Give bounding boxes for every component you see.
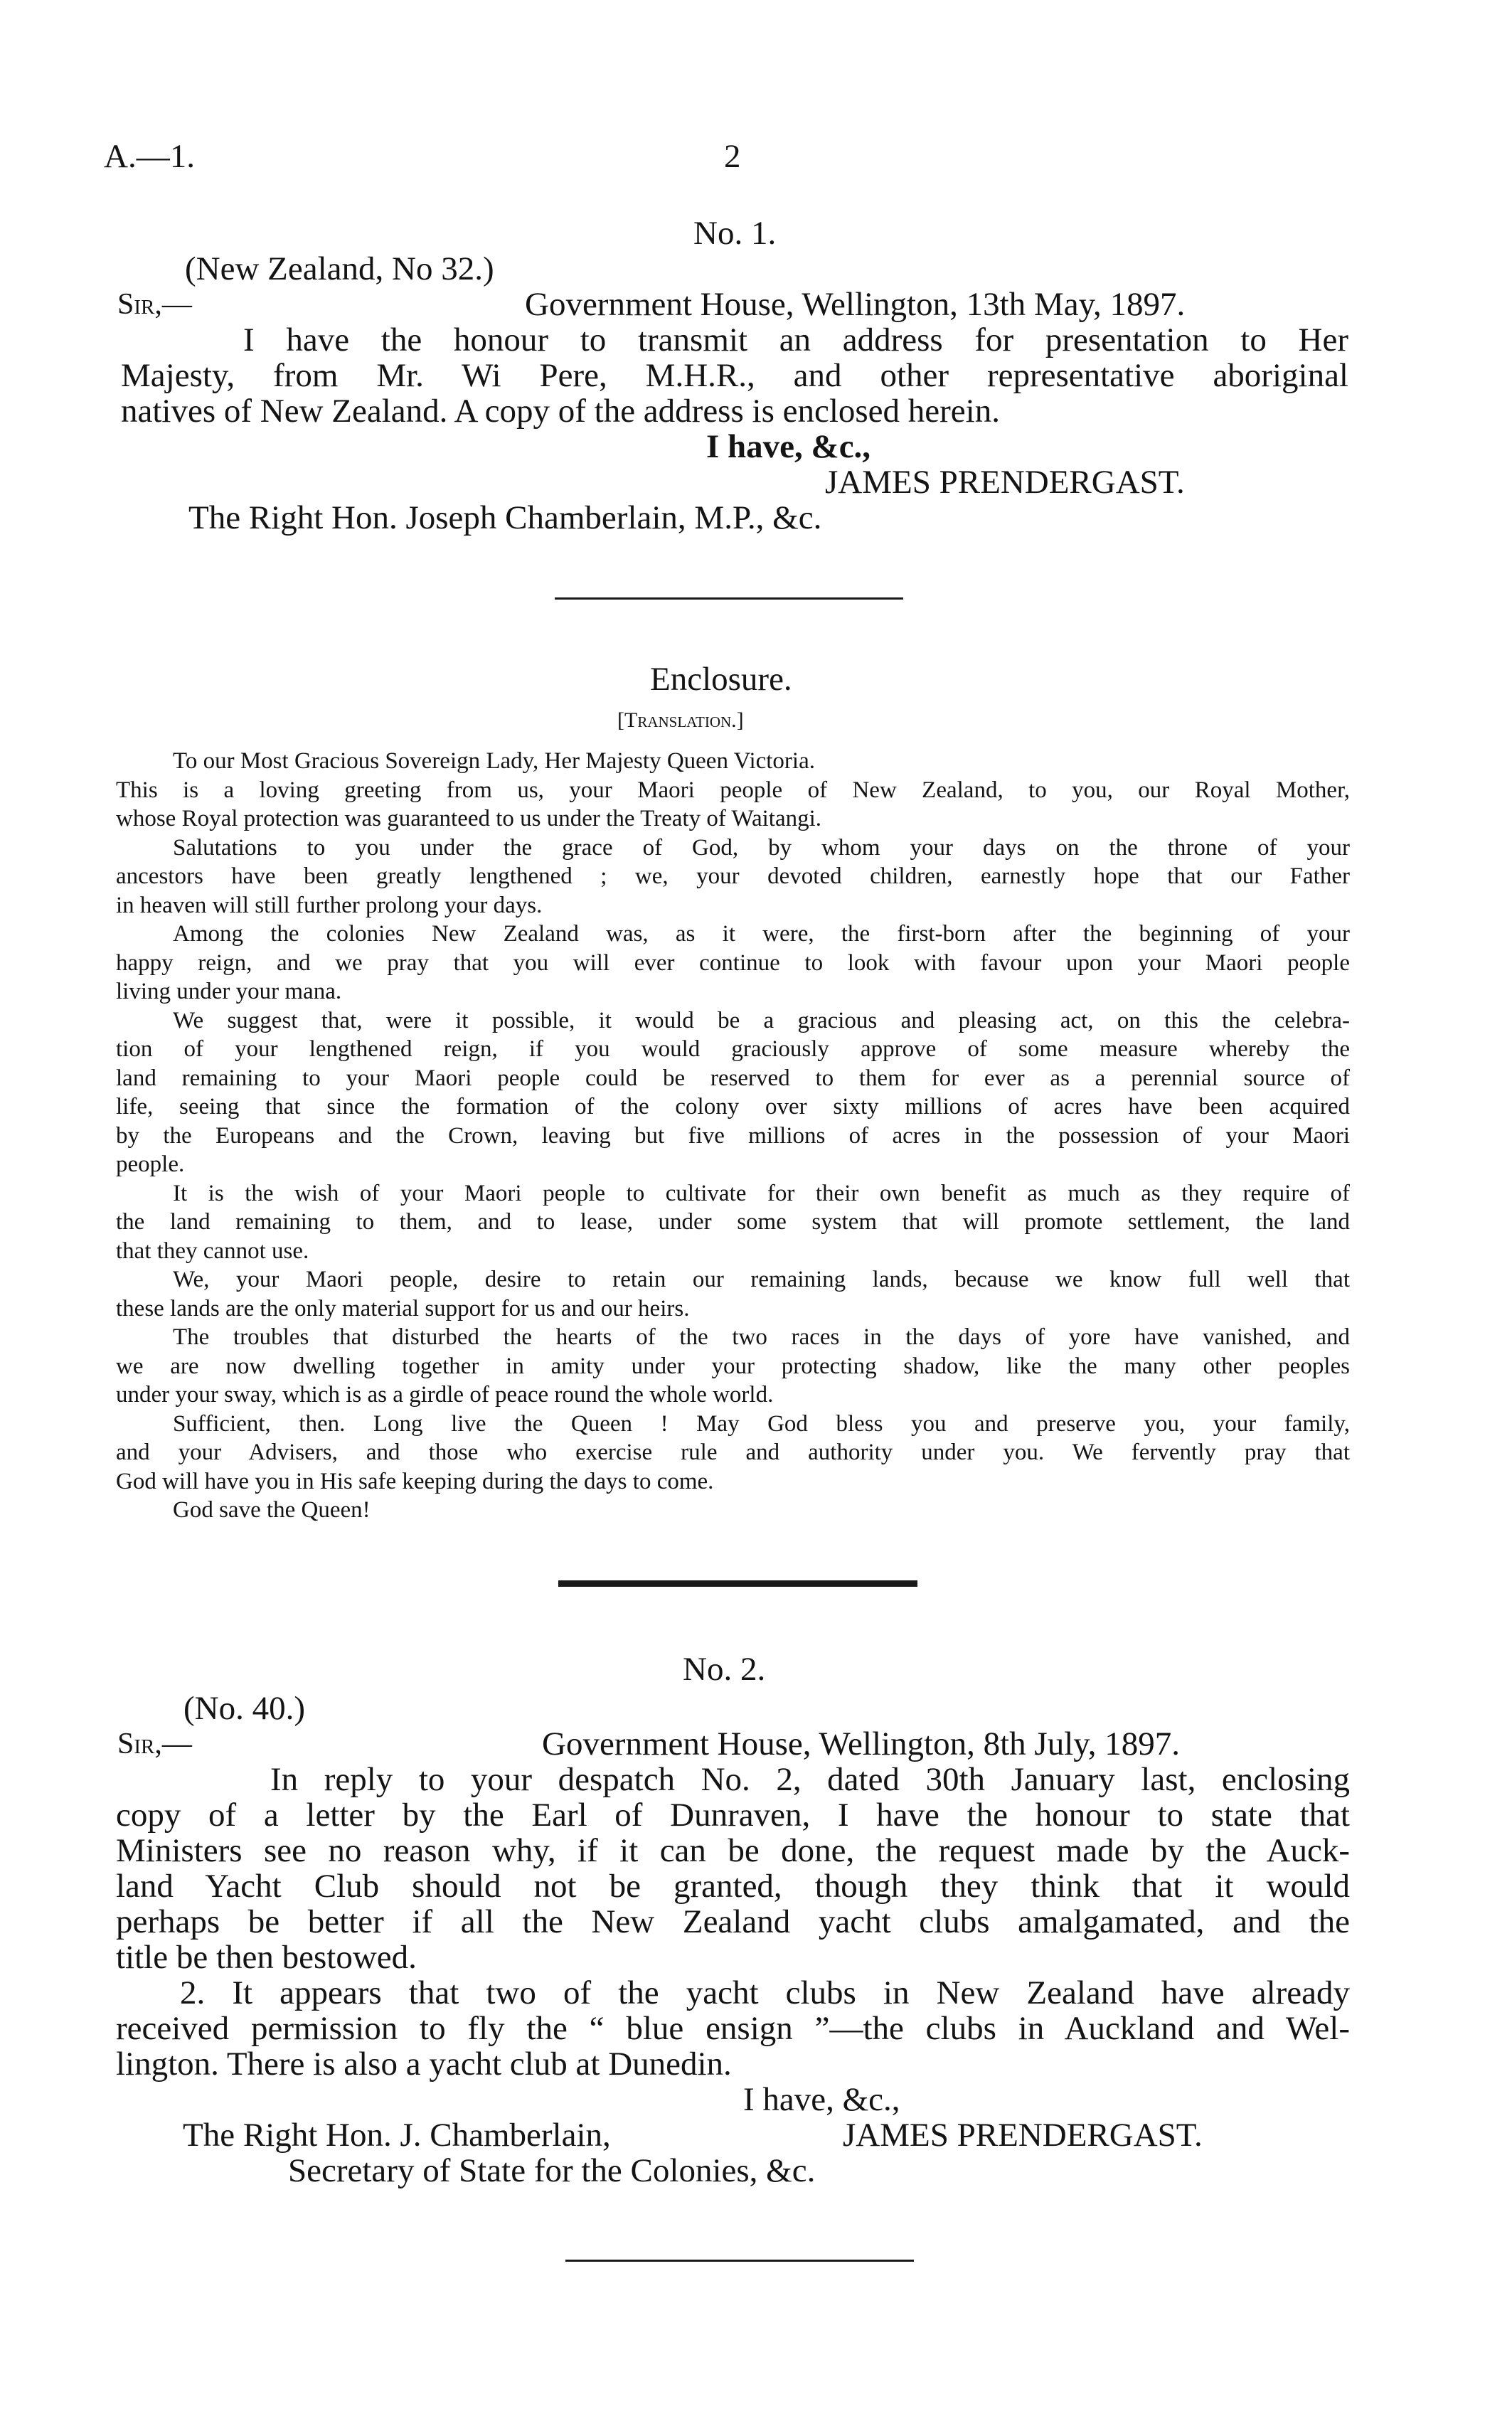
doc2-despatch: (No. 40.) [183,1690,305,1727]
enclosure-line: that they cannot use. [116,1238,309,1264]
enclosure-line: land remaining to your Maori people could be reserved to them for ever as a perennial source of [116,1065,1350,1091]
doc1-place-date: Government House, Wellington, 13th May, 1897. [525,286,1186,323]
enclosure-line: God will have you in His safe keeping during the days to come. [116,1468,714,1494]
doc2-signature: JAMES PRENDERGAST. [843,2117,1203,2154]
doc1-closing: I have, &c., [706,428,871,465]
doc2-body-line: Ministers see no reason why, if it can be done, the request made by the Auck- [116,1833,1350,1868]
page-number: 2 [724,138,741,175]
doc2-body-line: land Yacht Club should not be granted, though they think that it would [116,1868,1350,1904]
doc2-body-line: title be then bestowed. [116,1939,417,1976]
enclosure-line: under your sway, which is as a girdle of peace round the whole world. [116,1382,774,1408]
enclosure-subtitle: [Translation.] [617,708,744,732]
enclosure-line: It is the wish of your Maori people to cultivate for their own benefit as much as they require of [173,1180,1350,1206]
doc2-body-line: copy of a letter by the Earl of Dunraven, I have the honour to state that [116,1797,1350,1833]
enclosure-line: ancestors have been greatly lengthened ; we, your devoted children, earnestly hope that our Father [116,863,1350,889]
enclosure-body [116,747,1350,1525]
doc1-addressee: The Right Hon. Joseph Chamberlain, M.P., &c. [188,499,822,536]
doc2-body [116,1762,1350,2082]
section-divider [555,597,903,600]
doc2-body-line: received permission to fly the “ blue ensign ”—the clubs in Auckland and Wel- [116,2011,1350,2046]
section-divider [565,2260,914,2262]
doc2-body-line: 2. It appears that two of the yacht clubs in New Zealand have already [180,1975,1350,2011]
enclosure-line: Sufficient, then. Long live the Queen ! May God bless you and preserve you, your family, [173,1410,1350,1437]
doc2-number: No. 2. [683,1651,766,1688]
doc1-despatch: (New Zealand, No 32.) [185,250,494,287]
doc2-addressee-line2: Secretary of State for the Colonies, &c. [288,2152,816,2189]
doc1-body-line: Majesty, from Mr. Wi Pere, M.H.R., and other representative aboriginal [121,358,1348,393]
doc2-salutation: Sir,— [117,1728,192,1760]
enclosure-title: Enclosure. [650,661,792,698]
enclosure-line: these lands are the only material support for us and our heirs. [116,1295,690,1321]
enclosure-line: whose Royal protection was guaranteed to us under the Treaty of Waitangi. [116,806,822,831]
doc1-body [121,322,1348,429]
doc1-number: No. 1. [693,215,777,252]
enclosure-line: We suggest that, were it possible, it would be a gracious and pleasing act, on this the celebra- [173,1007,1350,1033]
enclosure-line: by the Europeans and the Crown, leaving but five millions of acres in the possession of your Maori [116,1122,1350,1149]
enclosure-line: God save the Queen! [173,1497,371,1523]
enclosure-line: people. [116,1151,185,1177]
doc2-place-date: Government House, Wellington, 8th July, 1897. [542,1725,1180,1762]
doc2-body-line: perhaps be better if all the New Zealand yacht clubs amalgamated, and the [116,1904,1350,1940]
doc2-closing: I have, &c., [743,2081,900,2118]
enclosure-line: living under your mana. [116,979,342,1004]
enclosure-line: and your Advisers, and those who exercise rule and authority under you. We fervently pray that [116,1440,1350,1465]
enclosure-line: Salutations to you under the grace of God, by whom your days on the throne of your [173,834,1350,861]
enclosure-line: happy reign, and we pray that you will ever continue to look with favour upon your Maori people [116,950,1350,976]
enclosure-line: The troubles that disturbed the hearts of the two races in the days of yore have vanished, and [173,1324,1350,1350]
enclosure-line: the land remaining to them, and to lease, under some system that will promote settlement, the land [116,1209,1350,1235]
doc1-body-line: I have the honour to transmit an address for presentation to Her [243,322,1348,358]
enclosure-line: we are now dwelling together in amity under your protecting shadow, like the many other peoples [116,1353,1350,1379]
doc2-body-line: lington. There is also a yacht club at Dunedin. [116,2046,732,2083]
doc2-addressee-line1: The Right Hon. J. Chamberlain, [183,2117,611,2154]
enclosure-line: This is a loving greeting from us, your Maori people of New Zealand, to you, our Royal Mother, [116,777,1350,803]
enclosure-line: life, seeing that since the formation of the colony over sixty millions of acres have been acquired [116,1094,1350,1119]
doc2-body-line: In reply to your despatch No. 2, dated 30th January last, enclosing [270,1762,1350,1797]
doc1-body-line: natives of New Zealand. A copy of the address is enclosed herein. [121,393,1000,430]
enclosure-line: To our Most Gracious Sovereign Lady, Her Majesty Queen Victoria. [173,748,815,774]
doc1-salutation: Sir,— [117,288,192,321]
enclosure-line: We, your Maori people, desire to retain our remaining lands, because we know full well that [173,1267,1350,1292]
enclosure-line: tion of your lengthened reign, if you would graciously approve of some measure whereby the [116,1036,1350,1062]
doc1-signature: JAMES PRENDERGAST. [825,464,1185,501]
document-reference: A.—1. [104,138,195,175]
section-divider-thick [558,1580,917,1587]
enclosure-line: in heaven will still further prolong your days. [116,892,543,918]
enclosure-line: Among the colonies New Zealand was, as it were, the first-born after the beginning of your [173,921,1350,947]
